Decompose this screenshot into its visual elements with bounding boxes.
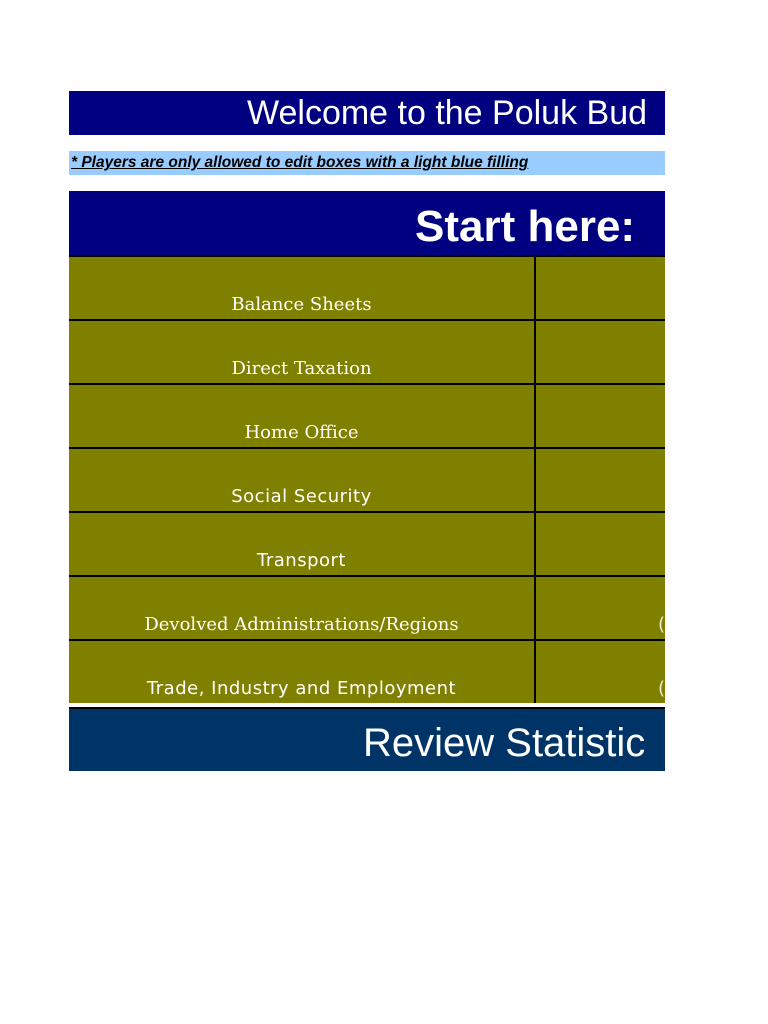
menu-row-transport[interactable] bbox=[69, 511, 665, 575]
menu-right-cell bbox=[536, 321, 665, 383]
menu-row-direct-taxation[interactable] bbox=[69, 319, 665, 383]
menu-right-cell bbox=[536, 641, 665, 703]
welcome-title: Welcome to the Poluk Bud bbox=[247, 94, 648, 132]
menu-row-social-security[interactable] bbox=[69, 447, 665, 511]
menu-right-cell bbox=[536, 385, 665, 447]
review-statistics-title[interactable]: Review Statistic bbox=[363, 721, 646, 765]
menu-grid bbox=[69, 255, 665, 703]
menu-cell[interactable] bbox=[69, 641, 536, 703]
edit-note: * Players are only allowed to edit boxes with a light blue filling bbox=[69, 151, 665, 175]
menu-right-fragment: ( bbox=[658, 614, 665, 635]
menu-label[interactable]: Direct Taxation bbox=[231, 358, 372, 379]
menu-label[interactable]: Balance Sheets bbox=[231, 294, 372, 315]
menu-right-cell bbox=[536, 449, 665, 511]
menu-right-cell bbox=[536, 257, 665, 319]
review-statistics-banner[interactable] bbox=[69, 707, 665, 771]
menu-row-balance-sheets[interactable] bbox=[69, 255, 665, 319]
welcome-banner bbox=[69, 91, 665, 135]
menu-label[interactable]: Transport bbox=[257, 550, 346, 571]
menu-cell[interactable] bbox=[69, 385, 536, 447]
menu-label[interactable]: Trade, Industry and Employment bbox=[146, 678, 457, 699]
menu-cell[interactable] bbox=[69, 577, 536, 639]
menu-row-home-office[interactable] bbox=[69, 383, 665, 447]
menu-right-cell bbox=[536, 577, 665, 639]
menu-right-cell bbox=[536, 513, 665, 575]
budget-sheet bbox=[69, 91, 665, 771]
menu-label[interactable]: Home Office bbox=[244, 422, 359, 443]
start-here-title: Start here: bbox=[415, 202, 636, 251]
menu-cell[interactable] bbox=[69, 449, 536, 511]
menu-cell[interactable] bbox=[69, 321, 536, 383]
start-here-banner bbox=[69, 191, 665, 255]
menu-label[interactable]: Social Security bbox=[231, 486, 372, 507]
menu-cell[interactable] bbox=[69, 513, 536, 575]
menu-row-trade-industry[interactable] bbox=[69, 639, 665, 703]
menu-right-fragment: ( bbox=[658, 678, 665, 699]
menu-row-devolved-administrations[interactable] bbox=[69, 575, 665, 639]
menu-label[interactable]: Devolved Administrations/Regions bbox=[144, 614, 459, 635]
menu-cell[interactable] bbox=[69, 257, 536, 319]
